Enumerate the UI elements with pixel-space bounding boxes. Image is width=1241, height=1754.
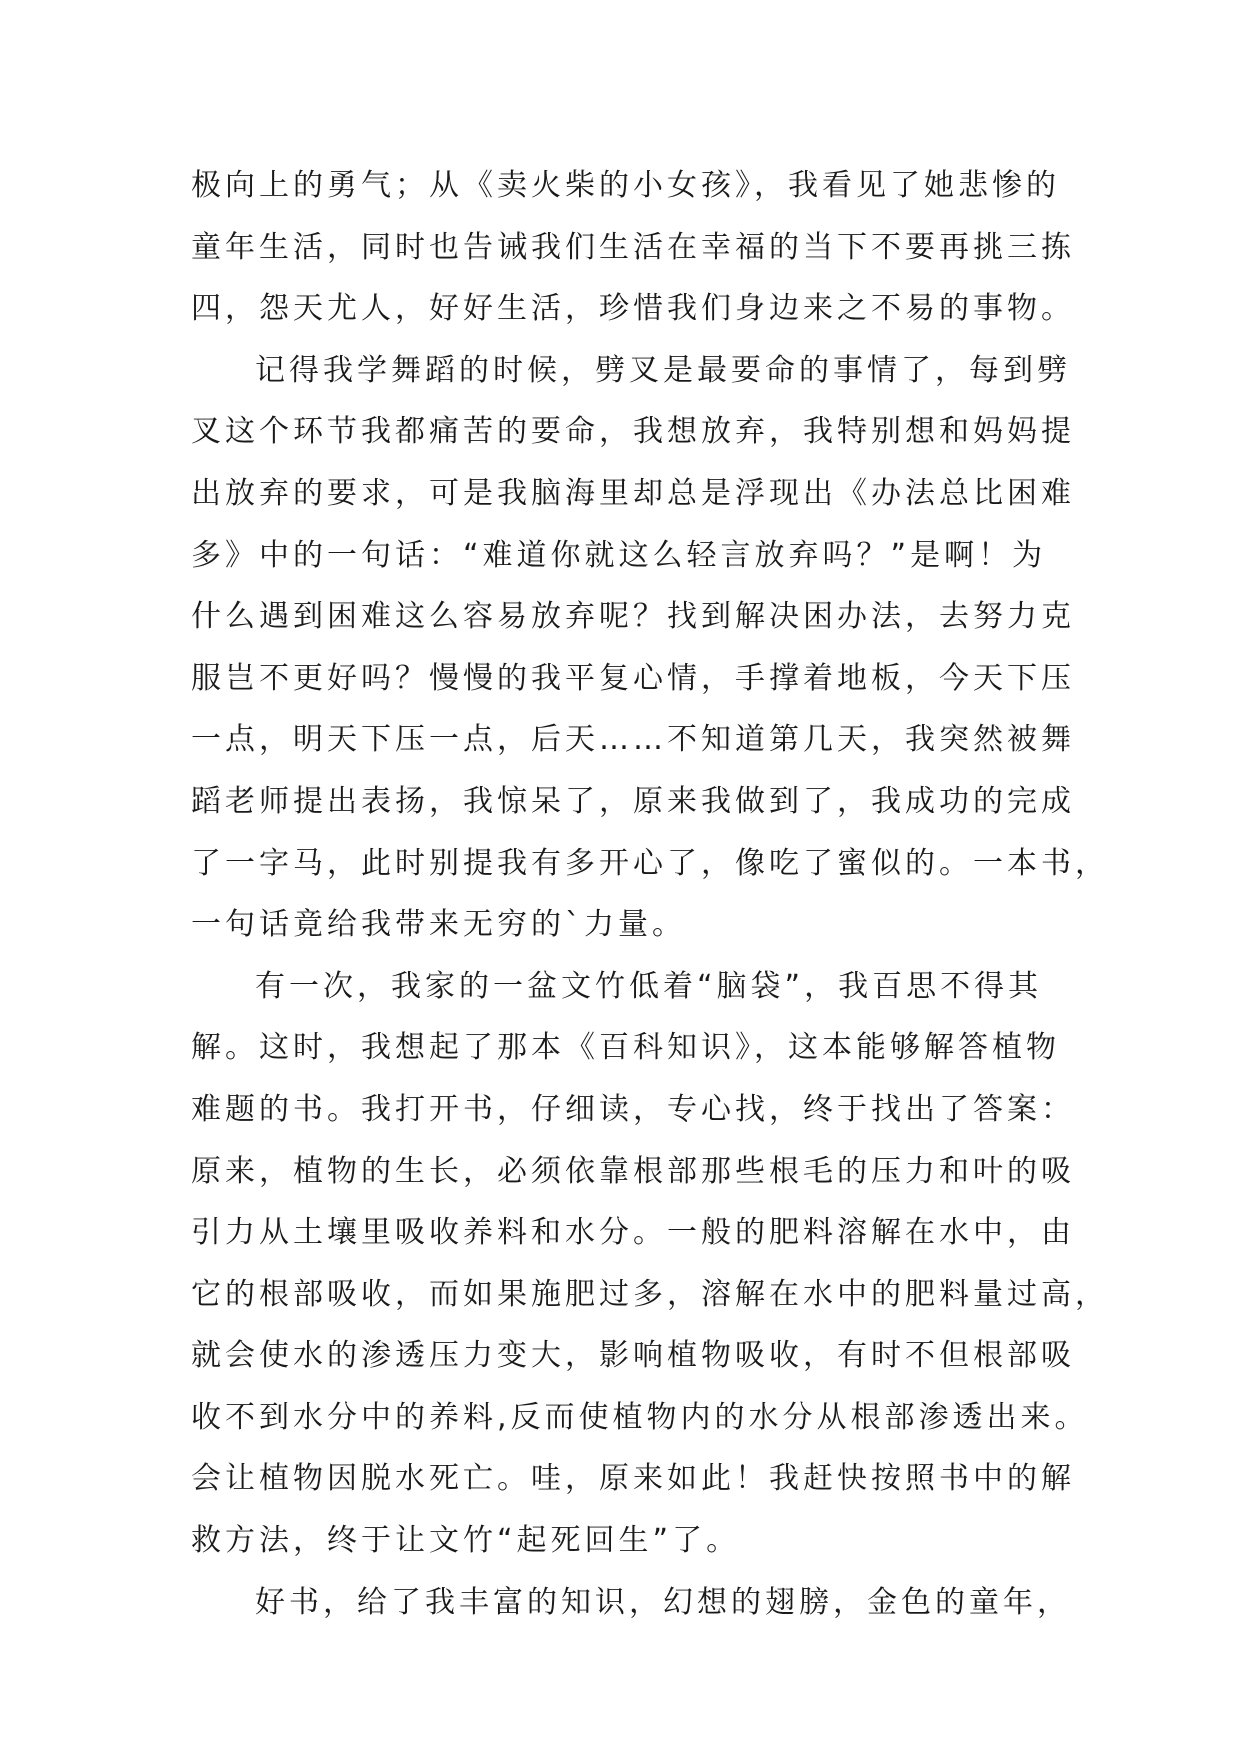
text-line: 就会使水的渗透压力变大，影响植物吸收，有时不但根部吸	[191, 1338, 1075, 1374]
paragraph-start-line: 有一次，我家的一盆文竹低着“脑袋”，我百思不得其	[255, 968, 1043, 1004]
text-line: 难题的书。我打开书，仔细读，专心找，终于找出了答案：	[191, 1091, 1075, 1127]
text-line: 出放弃的要求，可是我脑海里却总是浮现出《办法总比困难	[191, 475, 1075, 511]
text-line: 四，怨天尤人，好好生活，珍惜我们身边来之不易的事物。	[191, 291, 1075, 327]
text-line: 它的根部吸收，而如果施肥过多，溶解在水中的肥料量过高，	[191, 1276, 1109, 1312]
text-line: 一句话竟给我带来无穷的`力量。	[191, 907, 686, 943]
text-line: 救方法，终于让文竹“起死回生”了。	[191, 1523, 741, 1559]
paragraph-start-line: 好书，给了我丰富的知识，幻想的翅膀，金色的童年，	[255, 1584, 1071, 1620]
text-line: 收不到水分中的养料,反而使植物内的水分从根部渗透出来。	[191, 1399, 1089, 1435]
text-line: 多》中的一句话：“难道你就这么轻言放弃吗？”是啊！为	[191, 537, 1047, 573]
document-body	[191, 155, 1109, 1633]
paragraph-start-line: 记得我学舞蹈的时候，劈叉是最要命的事情了，每到劈	[255, 352, 1071, 388]
text-line: 叉这个环节我都痛苦的要命，我想放弃，我特别想和妈妈提	[191, 414, 1075, 450]
text-line: 解。这时，我想起了那本《百科知识》，这本能够解答植物	[191, 1030, 1060, 1066]
text-line: 蹈老师提出表扬，我惊呆了，原来我做到了，我成功的完成	[191, 783, 1075, 819]
text-line: 了一字马，此时别提我有多开心了，像吃了蜜似的。一本书，	[191, 845, 1109, 881]
text-line: 极向上的勇气；从《卖火柴的小女孩》，我看见了她悲惨的	[191, 168, 1060, 203]
text-line: 一点，明天下压一点，后天……不知道第几天，我突然被舞	[191, 722, 1075, 758]
text-line: 引力从土壤里吸收养料和水分。一般的肥料溶解在水中，由	[191, 1215, 1075, 1251]
text-line: 什么遇到困难这么容易放弃呢？找到解决困办法，去努力克	[191, 599, 1075, 635]
text-line: 会让植物因脱水死亡。哇，原来如此！我赶快按照书中的解	[191, 1461, 1075, 1497]
text-line: 服岂不更好吗？慢慢的我平复心情，手撑着地板，今天下压	[191, 660, 1075, 696]
text-line: 童年生活，同时也告诫我们生活在幸福的当下不要再挑三拣	[191, 229, 1075, 265]
text-line: 原来，植物的生长，必须依靠根部那些根毛的压力和叶的吸	[191, 1153, 1075, 1189]
